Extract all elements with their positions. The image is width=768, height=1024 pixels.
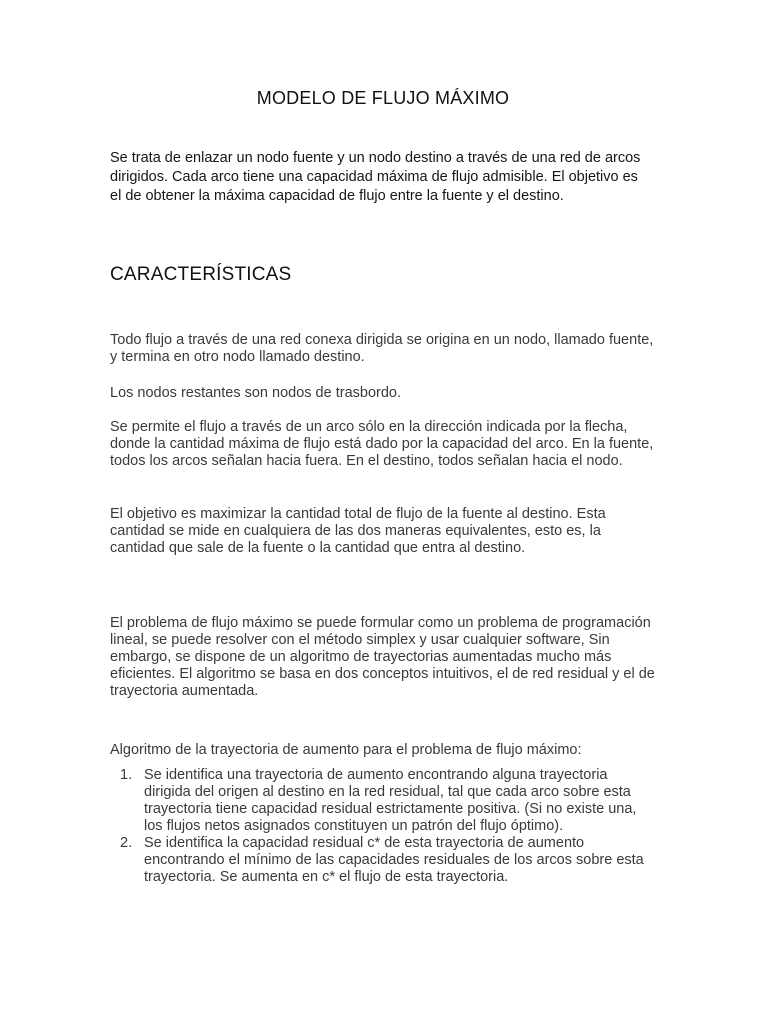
paragraph-algorithm-intro: Algoritmo de la trayectoria de aumento para el problema de flujo máximo: (110, 742, 582, 758)
step-text: Se identifica la capacidad residual c* de esta trayectoria de aumento encontrando el mínimo de las capacidades residuales de los arcos sobre esta trayectoria. Se aumenta en c* el flujo de esta trayectoria. (144, 835, 644, 885)
intro-paragraph: Se trata de enlazar un nodo fuente y un nodo destino a través de una red de arcos dirigidos. Cada arco tiene una capacidad máxima de flujo admisible. El objetivo es el de obtener la máxima capacidad de flujo entre la fuente y el destino. (110, 150, 641, 204)
paragraph-arc-direction: Se permite el flujo a través de un arco sólo en la dirección indicada por la flecha, donde la cantidad máxima de flujo está dado por la capacidad del arco. En la fuente, todos los arcos señalan hacia fuera. En el destino, todos señalan hacia el nodo. (110, 419, 654, 469)
paragraph-transshipment-nodes: Los nodos restantes son nodos de trasbordo. (110, 385, 401, 401)
paragraph-objective: El objetivo es maximizar la cantidad total de flujo de la fuente al destino. Esta cantidad se mide en cualquiera de las dos maneras equivalentes, esto es, la cantidad que sale de la fuente o la cantidad que entra al destino. (110, 506, 606, 556)
step-number: 1. (120, 767, 133, 783)
list-item (110, 767, 655, 835)
list-item (110, 835, 655, 886)
document-title: MODELO DE FLUJO MÁXIMO (256, 88, 510, 108)
step-number: 2. (120, 835, 133, 851)
section-heading: CARACTERÍSTICAS (110, 264, 292, 285)
step-text: Se identifica una trayectoria de aumento encontrando alguna trayectoria dirigida del origen al destino en la red residual, tal que cada arco sobre esta trayectoria tiene capacidad residual estrictamente positiva. (Si no existe una, los flujos netos asignados constituyen un patrón del flujo óptimo). (144, 767, 637, 834)
paragraph-linear-programming: El problema de flujo máximo se puede formular como un problema de programación lineal, se puede resolver con el método simplex y usar cualquier software, Sin embargo, se dispone de un algoritmo de trayectorias aumentadas mucho más eficientes. El algoritmo se basa en dos conceptos intuitivos, el de red residual y el de trayectoria aumentada. (110, 615, 655, 699)
algorithm-steps-list (110, 767, 655, 886)
paragraph-flow-origin: Todo flujo a través de una red conexa dirigida se origina en un nodo, llamado fuente, y termina en otro nodo llamado destino. (110, 332, 654, 365)
